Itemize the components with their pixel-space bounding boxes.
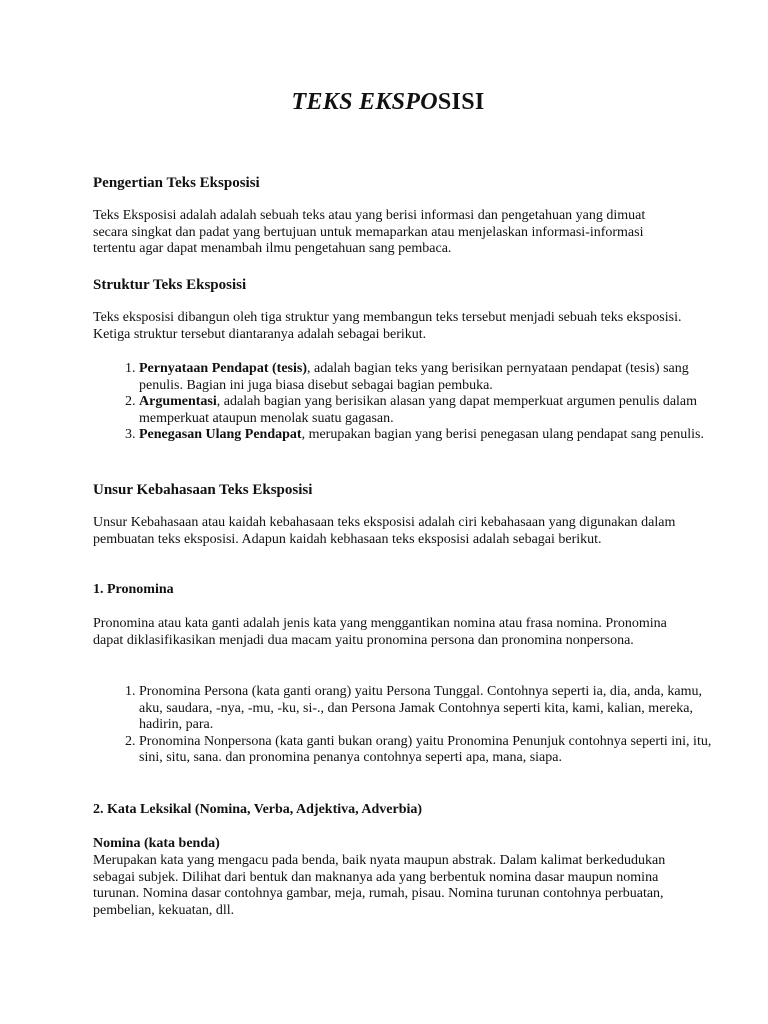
paragraph-nomina: Merupakan kata yang mengacu pada benda, baik nyata maupun abstrak. Dalam kalimat berkedudukan sebagai subjek. Dilihat dari bentuk dan maknanya ada yang berbentuk nomina dasar maupun nomina turunan. Nomina dasar contohnya gambar, meja, rumah, pisau. Nomina turunan contohnya perbuatan, pembelian, kekuatan, dll. (93, 853, 666, 918)
list-item-term: Penegasan Ulang Pendapat (139, 427, 302, 443)
paragraph-unsur: Unsur Kebahasaan atau kaidah kebahasaan teks eksposisi adalah ciri kebahasaan yang digunakan dalam pembuatan teks eksposisi. Adapun kaidah kebhasaan teks eksposisi adalah sebagai berikut. (93, 515, 676, 547)
subheading-pronomina: 1. Pronomina (93, 582, 174, 597)
list-item (139, 427, 729, 444)
list-item-term: Argumentasi (139, 394, 217, 410)
title-upright-part: SISI (437, 89, 485, 115)
document-title (93, 88, 683, 116)
paragraph-pengertian: Teks Eksposisi adalah adalah sebuah teks atau yang berisi informasi dan pengetahuan yang dimuat secara singkat dan padat yang bertujuan untuk memaparkan atau menjelaskan informasi-informasi tertentu agar dapat menambah ilmu pengetahuan sang pembaca. (93, 208, 646, 257)
list-item-term: Pernyataan Pendapat (tesis) (139, 361, 307, 376)
list-item (139, 394, 729, 427)
title-italic-part: TEKS EKSPO (291, 89, 438, 115)
paragraph-pronomina: Pronomina atau kata ganti adalah jenis kata yang menggantikan nomina atau frasa nomina. Pronomina dapat diklasifikasikan menjadi dua macam yaitu pronomina persona dan pronomina nonpersona. (93, 616, 667, 648)
struktur-list (93, 361, 729, 444)
section-heading-pengertian: Pengertian Teks Eksposisi (93, 175, 260, 191)
subheading-leksikal: 2. Kata Leksikal (Nomina, Verba, Adjektiva, Adverbia) (93, 802, 423, 817)
list-item: 2. Pronomina Nonpersona (kata ganti bukan orang) yaitu Pronomina Penunjuk contohnya seperti ini, itu, sini, situ, sana. dan pronomina penanya contohnya seperti apa, mana, siapa. (139, 734, 729, 767)
section-heading-unsur: Unsur Kebahasaan Teks Eksposisi (93, 482, 313, 498)
list-item (139, 361, 729, 394)
list-item: 1. Pronomina Persona (kata ganti orang) yaitu Persona Tunggal. Contohnya seperti ia, dia, anda, kamu, aku, saudara, -nya, -mu, -ku, si-., dan Persona Jamak Contohnya seperti kita, kami, kalian, mereka, hadirin, para. (139, 684, 729, 734)
list-item-text: , adalah bagian yang berisikan alasan yang dapat memperkuat argumen penulis dalam memperkuat ataupun menolak suatu gagasan. (139, 394, 698, 426)
pronomina-list (93, 684, 729, 767)
list-item-text: , merupakan bagian yang berisi penegasan ulang pendapat sang penulis. (301, 427, 704, 443)
subheading-nomina: Nomina (kata benda) (93, 836, 220, 851)
paragraph-struktur: Teks eksposisi dibangun oleh tiga struktur yang membangun teks tersebut menjadi sebuah teks eksposisi. Ketiga struktur tersebut diantaranya adalah sebagai berikut. (93, 310, 682, 342)
section-heading-struktur: Struktur Teks Eksposisi (93, 277, 247, 293)
list-item-text: , adalah bagian teks yang berisikan pernyataan pendapat (tesis) sang penulis. Bagian ini juga biasa disebut sebagai bagian pembuka. (139, 361, 689, 393)
